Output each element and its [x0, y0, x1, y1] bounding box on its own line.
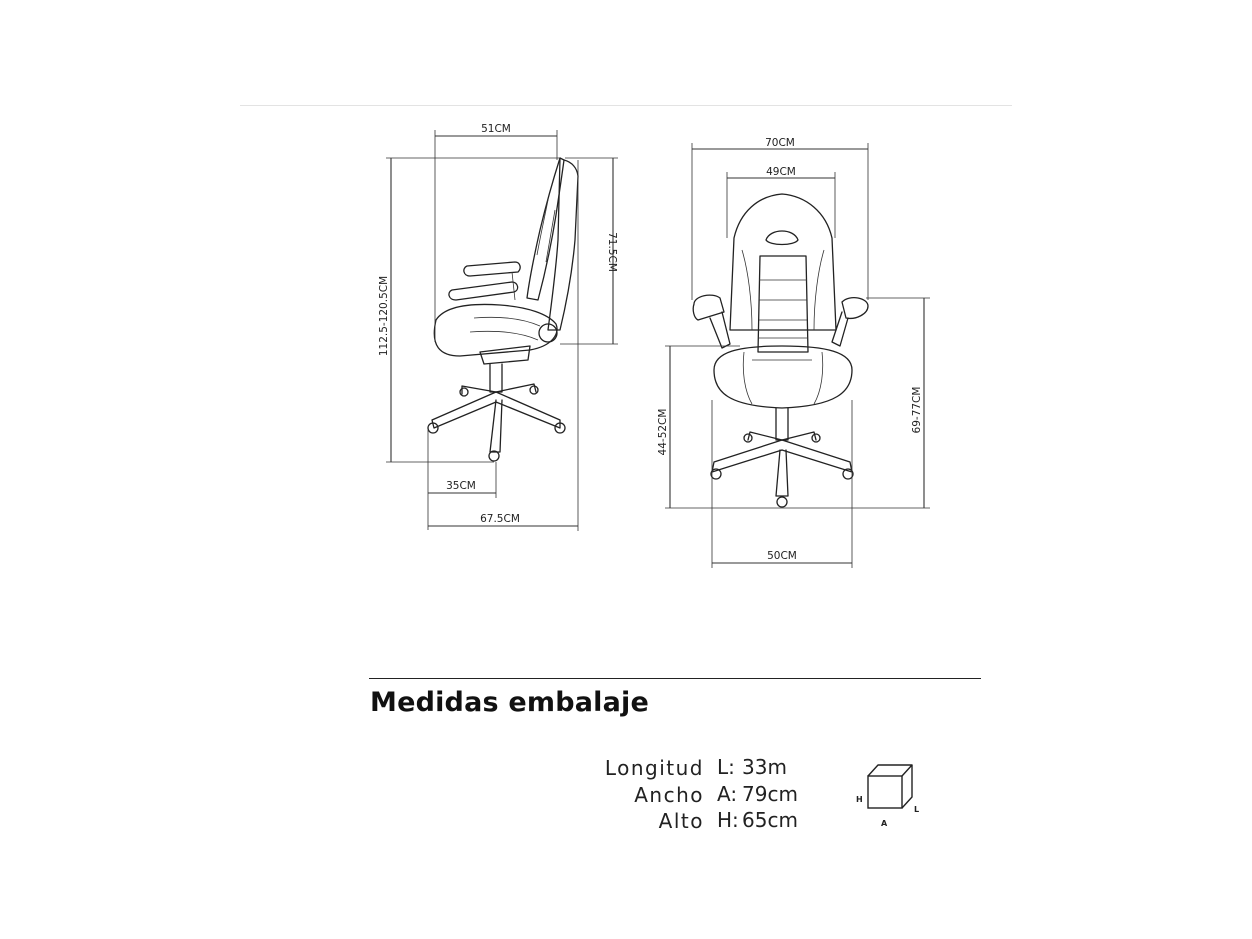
label-seat-depth: 51CM — [481, 123, 511, 135]
section-divider — [369, 678, 981, 679]
label-total-width: 70CM — [765, 137, 795, 149]
spec-value-height: 65cm — [742, 808, 798, 832]
label-total-height: 112.5-120.5CM — [378, 275, 390, 357]
label-seat-height: 44-52CM — [657, 408, 669, 456]
front-view-labels — [657, 137, 923, 562]
box-label-h: H — [856, 795, 863, 804]
spec-value-length: 33m — [742, 755, 787, 779]
box-label-l: L — [914, 805, 920, 814]
spec-value-width: 79cm — [742, 782, 798, 806]
spec-label-height: Alto — [658, 809, 704, 833]
spec-code-height: H: — [717, 808, 739, 832]
section-title: Medidas embalaje — [370, 687, 650, 718]
front-view-chair — [693, 194, 868, 507]
spec-label-length: Longitud — [604, 756, 704, 780]
label-total-depth: 67.5CM — [480, 513, 520, 525]
side-view-labels — [378, 123, 618, 525]
label-armrest-height: 69-77CM — [911, 386, 923, 434]
label-backrest-height: 71.5CM — [606, 232, 618, 272]
side-view-chair — [428, 158, 578, 461]
box-icon — [848, 760, 928, 830]
label-base-radius: 35CM — [446, 480, 476, 492]
side-view-dimension-lines — [386, 130, 618, 531]
spec-code-width: A: — [717, 782, 738, 806]
spec-code-length: L: — [717, 755, 735, 779]
spec-label-width: Ancho — [634, 783, 704, 807]
label-seat-width: 50CM — [767, 550, 797, 562]
front-view-dimension-lines — [665, 143, 930, 568]
label-backrest-width: 49CM — [766, 166, 796, 178]
box-label-a: A — [881, 819, 888, 828]
